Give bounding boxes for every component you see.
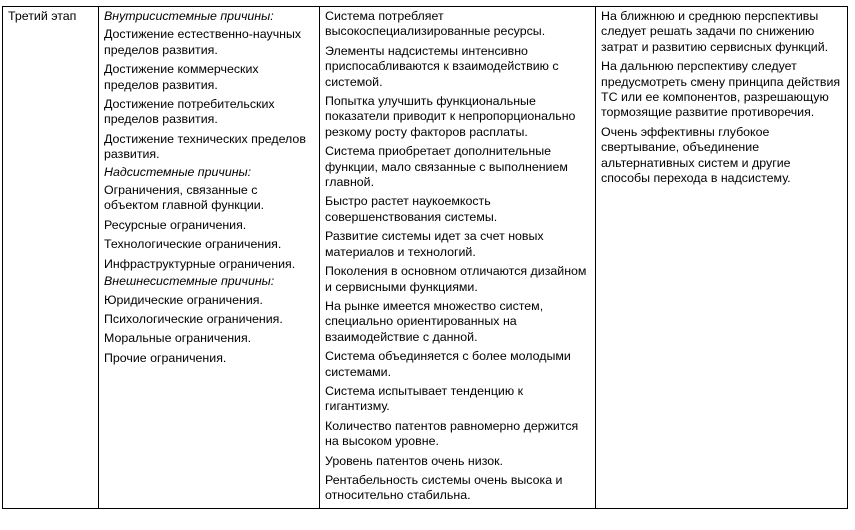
cause-item: Ограничения, связанные с объектом главной функции. — [104, 183, 265, 213]
characteristic-item: Система испытывает тенденцию к гигантизму. — [325, 383, 523, 414]
characteristic-item: Система объединяется с более молодыми системами. — [325, 349, 571, 379]
cause-item: Ресурсные ограничения. — [104, 217, 247, 232]
cause-list-supersystem — [104, 183, 314, 272]
characteristic-item: Система потребляет высокоспециализированные ресурсы. — [325, 9, 546, 39]
characteristic-item: Рентабельность системы очень высока и относительно стабильна. — [325, 472, 563, 503]
cause-group-heading: Внешнесистемные причины: — [104, 274, 275, 289]
causes-cell — [99, 7, 320, 509]
characteristic-item: Поколения в основном отличаются дизайном и сервисными функциями. — [325, 264, 587, 294]
characteristic-item: Элементы надсистемы интенсивно приспосабливаются к взаимодействию с системой. — [325, 43, 559, 89]
cause-item: Достижение естественно-научных пределов развития. — [104, 27, 302, 57]
cause-list-internal — [104, 27, 314, 162]
cause-item: Достижение технических пределов развития. — [104, 131, 306, 162]
cause-item: Достижение коммерческих пределов развития. — [104, 62, 259, 92]
characteristic-item: Система приобретает дополнительные функции, мало связанные с выполнением главной. — [325, 144, 568, 190]
cause-item: Технологические ограничения. — [104, 237, 282, 252]
recommendations-cell — [596, 7, 848, 509]
cause-item: Достижение потребительских пределов развития. — [104, 97, 275, 127]
recommendation-item: Очень эффективны глубокое свертывание, объединение альтернативных систем и другие способы перехода в надсистему. — [601, 124, 791, 186]
characteristic-item: Развитие системы идет за счет новых материалов и технологий. — [325, 229, 544, 259]
cause-item: Юридические ограничения. — [104, 292, 263, 307]
recommendation-item: На ближнюю и среднюю перспективы следует решать задачи по снижению затрат и развитию сервисных функций. — [601, 9, 829, 54]
cause-group-heading: Надсистемные причины: — [104, 164, 252, 179]
characteristic-item: Попытка улучшить функциональные показатели приводит к непропорционально резкому росту факторов расплаты. — [325, 94, 576, 139]
cause-item: Психологические ограничения. — [104, 311, 283, 326]
characteristic-item: На рынке имеется множество систем, специально ориентированных на взаимодействие с данной. — [325, 298, 544, 344]
cause-item: Прочие ограничения. — [104, 350, 227, 365]
cause-list-external — [104, 293, 314, 367]
stage-label-cell — [3, 7, 99, 509]
characteristic-item: Уровень патентов очень низок. — [325, 453, 503, 468]
stage-table — [2, 6, 848, 509]
cause-item: Инфраструктурные ограничения. — [104, 256, 296, 271]
cause-item: Моральные ограничения. — [104, 331, 252, 346]
table-row — [3, 7, 848, 509]
characteristic-item: Быстро растет наукоемкость совершенствования системы. — [325, 194, 498, 224]
recommendation-item: На дальнюю перспективу следует предусмотреть смену принципа действия ТС или ее компонентов, разрешающую тормозящие развитие противоречия. — [601, 59, 841, 120]
characteristics-cell — [320, 7, 596, 509]
stage-label: Третий этап — [8, 9, 77, 23]
cause-group-heading: Внутрисистемные причины: — [104, 9, 274, 23]
characteristic-item: Количество патентов равномерно держится на высоком уровне. — [325, 418, 579, 449]
